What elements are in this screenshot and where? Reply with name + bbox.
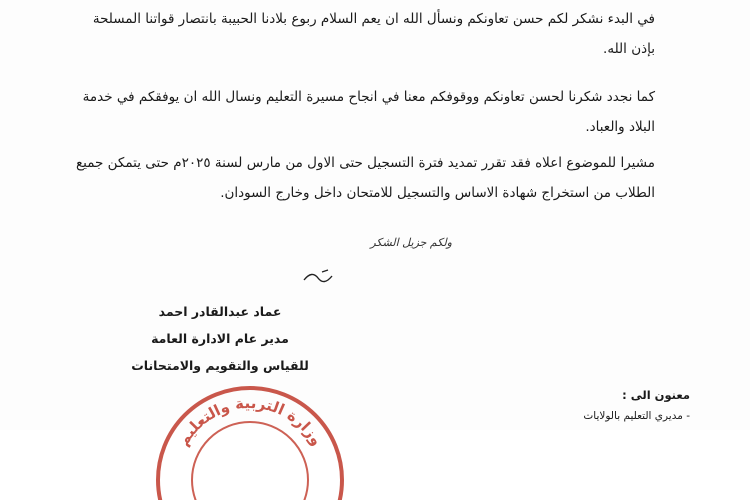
- signatory-department: للقياس والتقويم والامتحانات: [131, 358, 309, 373]
- paragraph-greeting: في البدء نشكر لكم حسن تعاونكم ونسأل الله ان يعم السلام ربوع بلادنا الحبيبة بانتصار قواتنا المسلحة بإذن الله.: [92, 11, 655, 57]
- signature-mark: [300, 268, 340, 286]
- official-stamp-icon: [150, 360, 350, 500]
- paragraph-thanks: كما نجدد شكرنا لحسن تعاونكم ووقوفكم معنا في انجاح مسيرة التعليم ونسال الله ان يوفقكم في خدمة البلاد والعباد.: [82, 89, 655, 135]
- closing-remark: ولكم جزيل الشكر: [370, 236, 452, 249]
- stamp-text: وزارة التربية والتعليم: [174, 393, 327, 449]
- signatory-name: عماد عبدالقادر احمد: [158, 304, 282, 319]
- signatory-title: مدير عام الادارة العامة: [151, 331, 289, 346]
- distribution-item: - مديري التعليم بالولايات: [583, 410, 690, 422]
- paragraph-registration-extension: مشيرا للموضوع اعلاه فقد تقرر تمديد فترة التسجيل حتى الاول من مارس لسنة ٢٠٢٥م حتى يتمكن جميع الطلاب من استخراج شهادة الاساس والتسجيل للامتحان داخل وخارج السودان.: [75, 155, 655, 201]
- distribution-heading: معنون الى :: [622, 388, 690, 402]
